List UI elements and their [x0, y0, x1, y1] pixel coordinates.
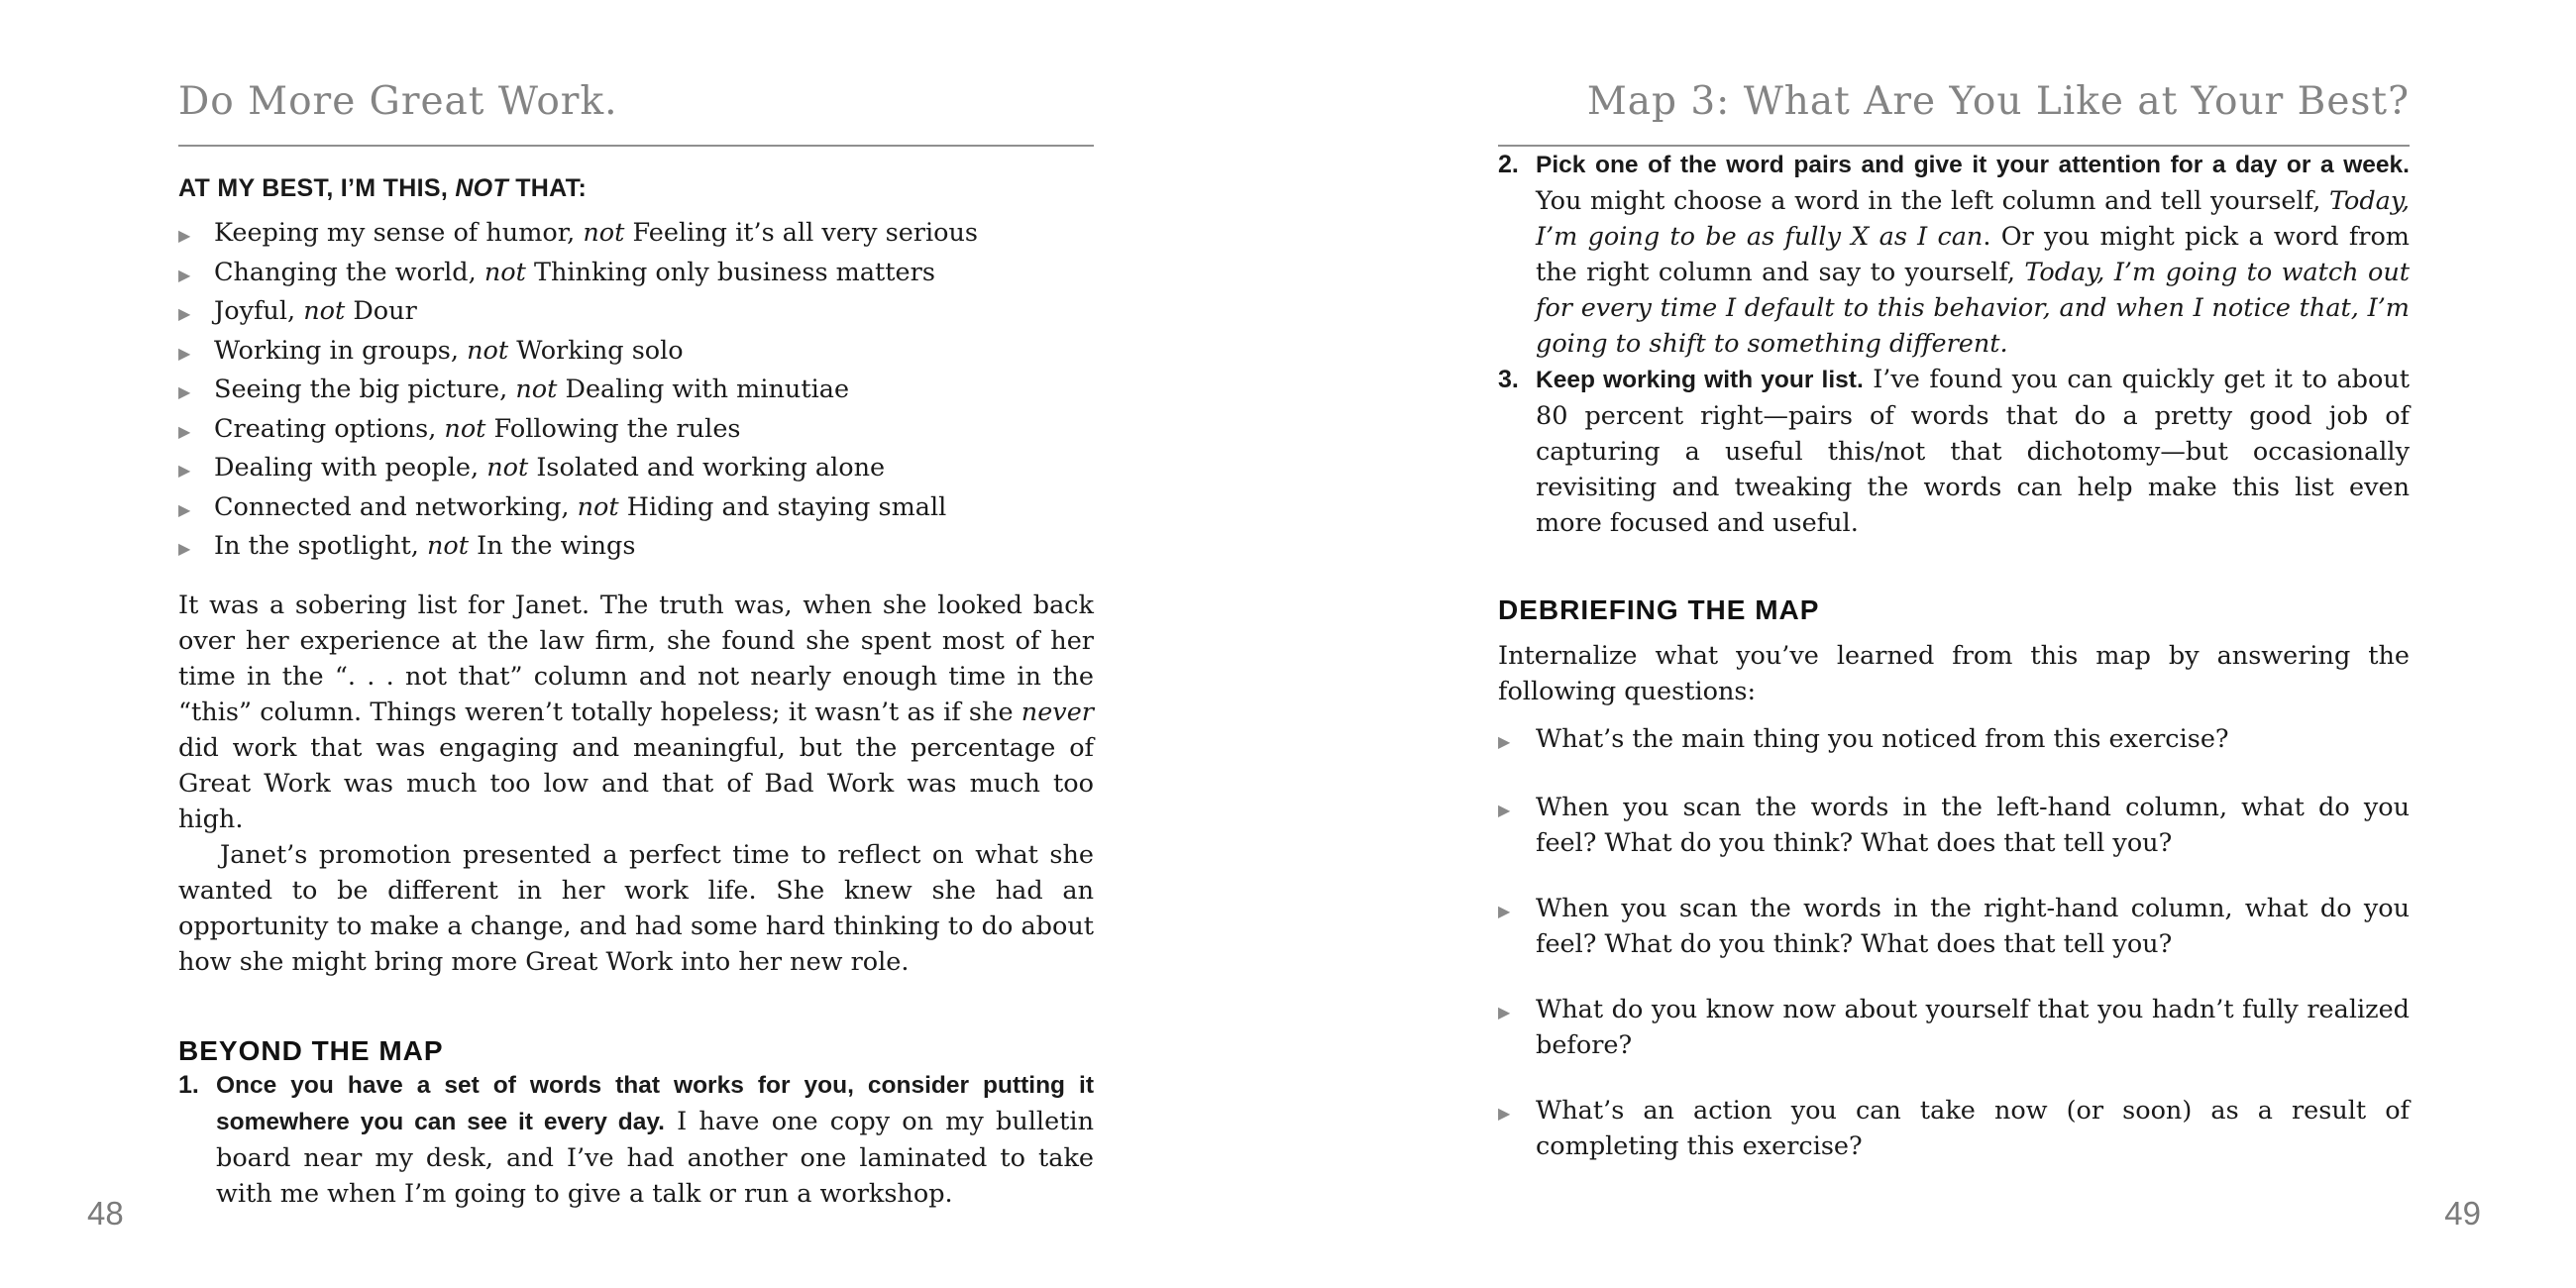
- list-item: [178, 528, 1094, 568]
- question-text: What’s the main thing you noticed from this exercise?: [1536, 724, 2229, 754]
- best-list-heading-pre: AT MY BEST, I’M THIS,: [178, 174, 456, 202]
- list-item: [178, 293, 1094, 333]
- best-list-heading-not: NOT: [455, 174, 508, 202]
- item-number: 3.: [1498, 366, 1519, 393]
- paragraph-janet-2: Janet’s promotion presented a perfect time to reflect on what she wanted to be different in her work life. She knew she had an opportunity to make a change, and had some hard thinking to do about how she might bring more Great Work into her new role.: [178, 839, 1094, 977]
- item-body: Once you have a set of words that works for you, consider putting it somewhere you can see it every day. I have one copy on my bulletin board near my desk, and I’ve had another one laminated to take with me when I’m going to give a talk or run a workshop.: [216, 1071, 1094, 1209]
- debrief-question-list: [1498, 721, 2410, 1164]
- bullet-triangle-icon: ▶: [1498, 732, 1511, 751]
- numbered-item-2: [1498, 147, 2410, 362]
- bullet-triangle-icon: ▶: [1498, 801, 1511, 819]
- list-item: [178, 215, 1094, 255]
- beyond-the-map-heading: BEYOND THE MAP: [178, 1034, 444, 1066]
- beyond-the-map-list: [178, 1067, 1094, 1212]
- header-rule-left: [178, 145, 1094, 147]
- best-list: [178, 215, 1094, 568]
- bullet-triangle-icon: ▶: [1498, 1003, 1511, 1021]
- question-item: [1498, 721, 2410, 760]
- list-item: [178, 411, 1094, 451]
- paragraph-janet-1: It was a sobering list for Janet. The truth was, when she looked back over her experience at the law firm, she found she spent most of her time in the “. . . not that” column and not nearly enough time in the “this” column. Things weren’t totally hopeless; it wasn’t as if she never did work that was engaging and meaningful, but the percentage of Great Work was much too low and that of Bad Work was much too high.: [178, 590, 1094, 834]
- question-text: When you scan the words in the right-hand column, what do you feel? What do you think? What does that tell you?: [1536, 894, 2410, 959]
- list-item: [178, 255, 1094, 294]
- list-item: [178, 450, 1094, 489]
- question-item: [1498, 992, 2410, 1063]
- bullet-triangle-icon: ▶: [1498, 902, 1511, 920]
- list-item-text: Creating options, not Following the rules: [214, 413, 741, 444]
- bullet-triangle-icon: ▶: [178, 304, 191, 323]
- question-item: [1498, 790, 2410, 861]
- best-list-heading-post: THAT:: [507, 174, 588, 202]
- question-text: When you scan the words in the left-hand column, what do you feel? What do you think? What does that tell you?: [1536, 793, 2410, 858]
- list-item: [178, 372, 1094, 411]
- list-item-text: Connected and networking, not Hiding and staying small: [214, 491, 947, 522]
- item-body: Keep working with your list. I’ve found you can quickly get it to about 80 percent right—pairs of words that do a pretty good job of capturing a useful this/not that dichotomy—but occasionally revisiting and tweaking the words can help make this list even more focused and useful.: [1536, 365, 2410, 538]
- running-head-right: Map 3: What Are You Like at Your Best?: [1586, 79, 2410, 124]
- bullet-triangle-icon: ▶: [178, 343, 191, 363]
- list-item-text: Keeping my sense of humor, not Feeling it’s all very serious: [214, 218, 979, 248]
- question-text: What’s an action you can take now (or soon) as a result of completing this exercise?: [1536, 1096, 2410, 1161]
- list-item-text: Dealing with people, not Isolated and working alone: [214, 453, 886, 483]
- list-item: [178, 489, 1094, 529]
- debriefing-the-map-heading: DEBRIEFING THE MAP: [1498, 594, 1820, 625]
- item-number: 1.: [178, 1070, 199, 1099]
- question-text: What do you know now about yourself that you hadn’t fully realized before?: [1536, 995, 2410, 1060]
- item-body: Pick one of the word pairs and give it your attention for a day or a week. You might choose a word in the left column and tell yourself, Today, I’m going to be as fully X as I can. Or you might pick a word from the right column and say to yourself, Today, I’m going to watch out for every time I default to this behavior, and when I notice that, I’m going to shift to something different.: [1536, 152, 2410, 359]
- list-item-text: Changing the world, not Thinking only business matters: [214, 257, 935, 287]
- question-item: [1498, 891, 2410, 962]
- bullet-triangle-icon: ▶: [178, 226, 191, 245]
- debrief-intro: Internalize what you’ve learned from this map by answering the following questions:: [1498, 641, 2410, 706]
- list-item: [178, 333, 1094, 373]
- bullet-triangle-icon: ▶: [178, 382, 191, 401]
- bullet-triangle-icon: ▶: [178, 539, 191, 558]
- beyond-the-map-list-continued: [1498, 362, 2410, 541]
- bullet-triangle-icon: ▶: [178, 499, 191, 519]
- list-item-text: Seeing the big picture, not Dealing with minutiae: [214, 375, 850, 404]
- running-head-left: Do More Great Work.: [178, 79, 618, 124]
- bullet-triangle-icon: ▶: [178, 421, 191, 441]
- numbered-item-3: [1498, 362, 2410, 541]
- list-item-text: Working in groups, not Working solo: [214, 335, 684, 366]
- page-number-left: 48: [87, 1195, 124, 1232]
- bullet-triangle-icon: ▶: [178, 461, 191, 480]
- question-item: [1498, 1093, 2410, 1164]
- best-list-heading: [178, 174, 1094, 203]
- bullet-triangle-icon: ▶: [178, 265, 191, 284]
- item-number: 2.: [1498, 151, 1519, 178]
- numbered-item-1: [178, 1067, 1094, 1212]
- right-page: [1288, 0, 2576, 1288]
- beyond-the-map-list-continued: [1498, 147, 2410, 362]
- bullet-triangle-icon: ▶: [1498, 1104, 1511, 1123]
- page-number-right: 49: [2444, 1195, 2481, 1232]
- list-item-text: In the spotlight, not In the wings: [214, 531, 636, 561]
- list-item-text: Joyful, not Dour: [214, 296, 417, 326]
